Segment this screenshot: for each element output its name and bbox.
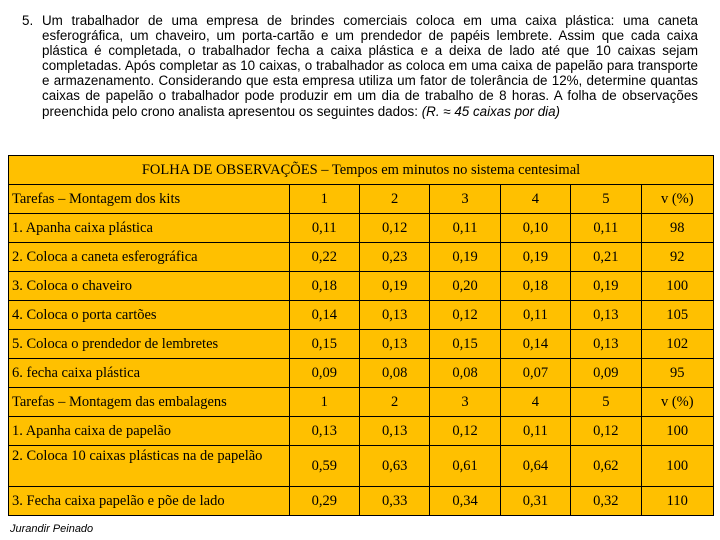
column-header: v (%) bbox=[641, 388, 713, 417]
time-cell: 0,19 bbox=[430, 243, 500, 272]
column-header: 5 bbox=[571, 185, 641, 214]
table-row bbox=[9, 359, 714, 388]
column-header: 1 bbox=[289, 388, 359, 417]
problem-statement bbox=[22, 13, 698, 119]
author-footer: Jurandir Peinado bbox=[10, 523, 94, 535]
table-row bbox=[9, 301, 714, 330]
task-label: 4. Coloca o porta cartões bbox=[9, 301, 290, 330]
table-title: FOLHA DE OBSERVAÇÕES – Tempos em minutos no sistema centesimal bbox=[9, 156, 714, 185]
time-cell: 0,13 bbox=[289, 417, 359, 446]
task-label: 6. fecha caixa plástica bbox=[9, 359, 290, 388]
task-label: 1. Apanha caixa plástica bbox=[9, 214, 290, 243]
time-cell: 0,59 bbox=[289, 446, 359, 487]
time-cell: 0,32 bbox=[571, 487, 641, 516]
column-header: 1 bbox=[289, 185, 359, 214]
time-cell: 0,29 bbox=[289, 487, 359, 516]
time-cell: 0,61 bbox=[430, 446, 500, 487]
task-label: 3. Coloca o chaveiro bbox=[9, 272, 290, 301]
task-label: 2. Coloca a caneta esferográfica bbox=[9, 243, 290, 272]
time-cell: 0,11 bbox=[500, 417, 570, 446]
time-cell: 0,19 bbox=[571, 272, 641, 301]
column-header: 2 bbox=[359, 388, 429, 417]
time-cell: 0,15 bbox=[289, 330, 359, 359]
problem-body bbox=[42, 13, 698, 119]
column-header: 4 bbox=[500, 185, 570, 214]
observation-sheet-table bbox=[8, 155, 714, 516]
table-row bbox=[9, 330, 714, 359]
table-row bbox=[9, 417, 714, 446]
time-cell: 0,22 bbox=[289, 243, 359, 272]
time-cell: 0,11 bbox=[430, 214, 500, 243]
time-cell: 0,19 bbox=[500, 243, 570, 272]
time-cell: 0,12 bbox=[359, 214, 429, 243]
table-row bbox=[9, 272, 714, 301]
rating-cell: 110 bbox=[641, 487, 713, 516]
time-cell: 0,14 bbox=[289, 301, 359, 330]
time-cell: 0,08 bbox=[359, 359, 429, 388]
time-cell: 0,13 bbox=[359, 417, 429, 446]
table-row bbox=[9, 446, 714, 487]
section-header-label: Tarefas – Montagem dos kits bbox=[9, 185, 290, 214]
time-cell: 0,11 bbox=[289, 214, 359, 243]
table-title-row bbox=[9, 156, 714, 185]
time-cell: 0,10 bbox=[500, 214, 570, 243]
time-cell: 0,11 bbox=[571, 214, 641, 243]
time-cell: 0,63 bbox=[359, 446, 429, 487]
rating-cell: 100 bbox=[641, 446, 713, 487]
column-header: 3 bbox=[430, 388, 500, 417]
time-cell: 0,13 bbox=[571, 330, 641, 359]
table-row bbox=[9, 214, 714, 243]
rating-cell: 105 bbox=[641, 301, 713, 330]
time-cell: 0,13 bbox=[359, 301, 429, 330]
problem-number: 5. bbox=[22, 13, 34, 28]
section-header-row bbox=[9, 388, 714, 417]
time-cell: 0,08 bbox=[430, 359, 500, 388]
table-row bbox=[9, 487, 714, 516]
time-cell: 0,12 bbox=[430, 301, 500, 330]
time-cell: 0,31 bbox=[500, 487, 570, 516]
time-cell: 0,13 bbox=[571, 301, 641, 330]
table-row bbox=[9, 243, 714, 272]
time-cell: 0,14 bbox=[500, 330, 570, 359]
rating-cell: 100 bbox=[641, 417, 713, 446]
task-label: 5. Coloca o prendedor de lembretes bbox=[9, 330, 290, 359]
problem-text: Um trabalhador de uma empresa de brindes comerciais coloca em uma caixa plástica: uma caneta esferográfica, um chaveiro, um porta-cartão e um prendedor de papéis lembrete. Assim que cada caixa plástica é completada, o trabalhador fecha a caixa plástica e a deixa de lado até que 10 caixas sejam completadas. Após completar as 10 caixas, o trabalhador as coloca em uma caixa de papelão para transporte e armazenamento. Considerando que esta empresa utiliza um fator de tolerância de 12%, determine quantas caixas de papelão o trabalhador pode produzir em um dia de trabalho de 8 horas. A folha de observações preenchida pelo crono analista apresentou os seguintes dados: bbox=[42, 13, 698, 119]
column-header: 4 bbox=[500, 388, 570, 417]
rating-cell: 102 bbox=[641, 330, 713, 359]
time-cell: 0,13 bbox=[359, 330, 429, 359]
time-cell: 0,07 bbox=[500, 359, 570, 388]
task-label: 3. Fecha caixa papelão e põe de lado bbox=[9, 487, 290, 516]
section-header-label: Tarefas – Montagem das embalagens bbox=[9, 388, 290, 417]
task-label: 2. Coloca 10 caixas plásticas na de papelão bbox=[9, 446, 290, 487]
rating-cell: 95 bbox=[641, 359, 713, 388]
time-cell: 0,11 bbox=[500, 301, 570, 330]
time-cell: 0,15 bbox=[430, 330, 500, 359]
section-header-row bbox=[9, 185, 714, 214]
rating-cell: 92 bbox=[641, 243, 713, 272]
time-cell: 0,20 bbox=[430, 272, 500, 301]
time-cell: 0,18 bbox=[289, 272, 359, 301]
time-cell: 0,19 bbox=[359, 272, 429, 301]
rating-cell: 98 bbox=[641, 214, 713, 243]
column-header: v (%) bbox=[641, 185, 713, 214]
task-label: 1. Apanha caixa de papelão bbox=[9, 417, 290, 446]
time-cell: 0,23 bbox=[359, 243, 429, 272]
time-cell: 0,18 bbox=[500, 272, 570, 301]
time-cell: 0,62 bbox=[571, 446, 641, 487]
time-cell: 0,12 bbox=[430, 417, 500, 446]
time-cell: 0,21 bbox=[571, 243, 641, 272]
time-cell: 0,34 bbox=[430, 487, 500, 516]
time-cell: 0,12 bbox=[571, 417, 641, 446]
column-header: 2 bbox=[359, 185, 429, 214]
time-cell: 0,33 bbox=[359, 487, 429, 516]
time-cell: 0,09 bbox=[571, 359, 641, 388]
answer-hint: (R. ≈ 45 caixas por dia) bbox=[421, 103, 561, 119]
column-header: 5 bbox=[571, 388, 641, 417]
time-cell: 0,64 bbox=[500, 446, 570, 487]
column-header: 3 bbox=[430, 185, 500, 214]
rating-cell: 100 bbox=[641, 272, 713, 301]
time-cell: 0,09 bbox=[289, 359, 359, 388]
